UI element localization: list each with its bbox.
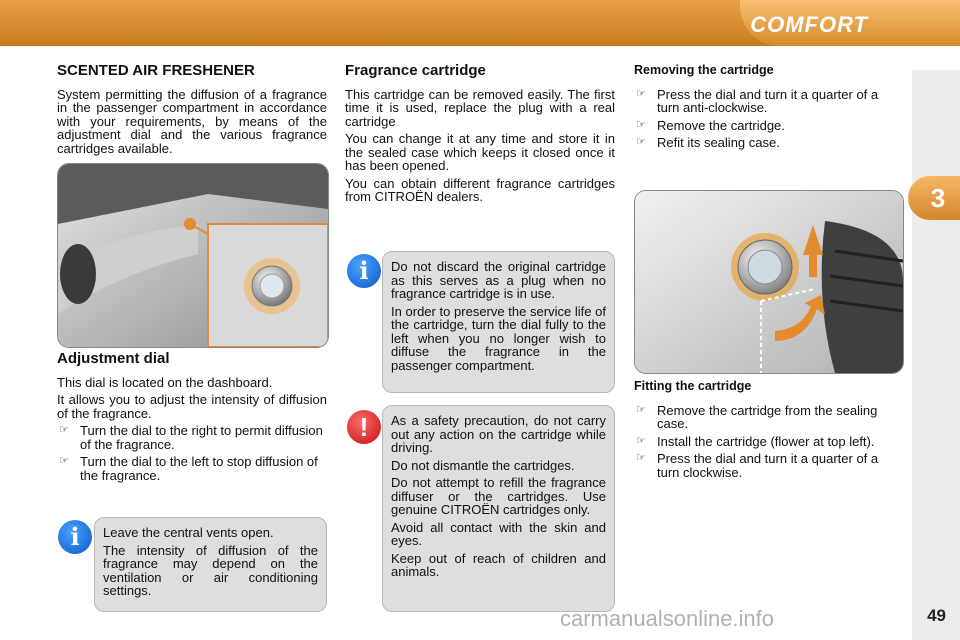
cartridge-photo	[634, 190, 904, 374]
cartridge-illustration	[635, 191, 903, 373]
list-item: ☞ Turn the dial to the left to stop diffusion of the fragrance.	[57, 455, 327, 482]
info-text: Do not discard the original cartridge as this serves as a plug when no fragrance cartridge is in use.	[391, 259, 606, 301]
list-item: ☞ Press the dial and turn it a quarter of a turn anti-clockwise.	[634, 88, 904, 115]
cartridge-text-1: This cartridge can be removed easily. The first time it is used, replace the plug with a real cartridge	[345, 86, 615, 129]
info-text: In order to preserve the service life of the cartridge, turn the dial fully to the left when you no longer wish to diffuse the fragrance in the passenger compartment.	[391, 303, 606, 373]
list-item: ☞ Remove the cartridge from the sealing case.	[634, 404, 904, 431]
info-text: Leave the central vents open.	[103, 525, 274, 540]
dial-function-text: It allows you to adjust the intensity of diffusion of the fragrance.	[57, 392, 327, 421]
warning-text: Do not dismantle the cartridges.	[391, 457, 575, 473]
info-box-vents	[94, 517, 327, 612]
fitting-section	[634, 380, 904, 483]
list-item: ☞ Remove the cartridge.	[634, 119, 904, 133]
list-item: ☞ Refit its sealing case.	[634, 136, 904, 150]
side-strip	[912, 70, 960, 640]
warning-text: Avoid all contact with the skin and eyes.	[391, 519, 606, 548]
warning-box	[382, 405, 615, 612]
middle-column	[345, 64, 615, 208]
info-box-cartridge	[382, 251, 615, 393]
list-item: ☞ Install the cartridge (flower at top left).	[634, 435, 904, 449]
section-title: COMFORT	[750, 12, 868, 37]
dial-location-text: This dial is located on the dashboard.	[57, 374, 273, 390]
dashboard-illustration	[58, 164, 328, 347]
chapter-tab: 3	[908, 176, 960, 220]
info-text: The intensity of diffusion of the fragrance may depend on the ventilation or air conditioning settings.	[103, 542, 318, 598]
cartridge-heading: Fragrance cartridge	[345, 62, 486, 79]
cartridge-text-3: You can obtain different fragrance cartridges from CITROËN dealers.	[345, 175, 615, 204]
info-icon: i	[347, 254, 381, 288]
info-icon: i	[58, 520, 92, 554]
list-item: ☞ Turn the dial to the right to permit diffusion of the fragrance.	[57, 424, 327, 451]
list-item: ☞ Press the dial and turn it a quarter of a turn clockwise.	[634, 452, 904, 479]
page-header	[0, 0, 960, 46]
warning-text: Do not attempt to refill the fragrance diffuser or the cartridges. Use genuine CITROËN cartridges only.	[391, 475, 606, 517]
fitting-heading: Fitting the cartridge	[634, 379, 752, 393]
page-number: 49	[927, 606, 946, 625]
adjustment-section	[57, 352, 327, 486]
left-column	[57, 64, 327, 159]
right-column	[634, 64, 904, 154]
main-heading: SCENTED AIR FRESHENER	[57, 62, 255, 79]
intro-text: System permitting the diffusion of a fragrance in the passenger compartment in accordance with your requirements, by means of the adjustment dial and the various fragrance cartridges available.	[57, 86, 327, 156]
watermark: carmanualsonline.info	[560, 606, 775, 631]
removing-heading: Removing the cartridge	[634, 63, 774, 77]
dashboard-photo	[57, 163, 329, 348]
adjustment-heading: Adjustment dial	[57, 350, 170, 367]
warning-text: As a safety precaution, do not carry out any action on the cartridge while driving.	[391, 413, 606, 455]
warning-icon: !	[347, 410, 381, 444]
warning-text: Keep out of reach of children and animals.	[391, 550, 606, 579]
cartridge-text-2: You can change it at any time and store it in the sealed case which keeps it closed once it has been opened.	[345, 131, 615, 173]
